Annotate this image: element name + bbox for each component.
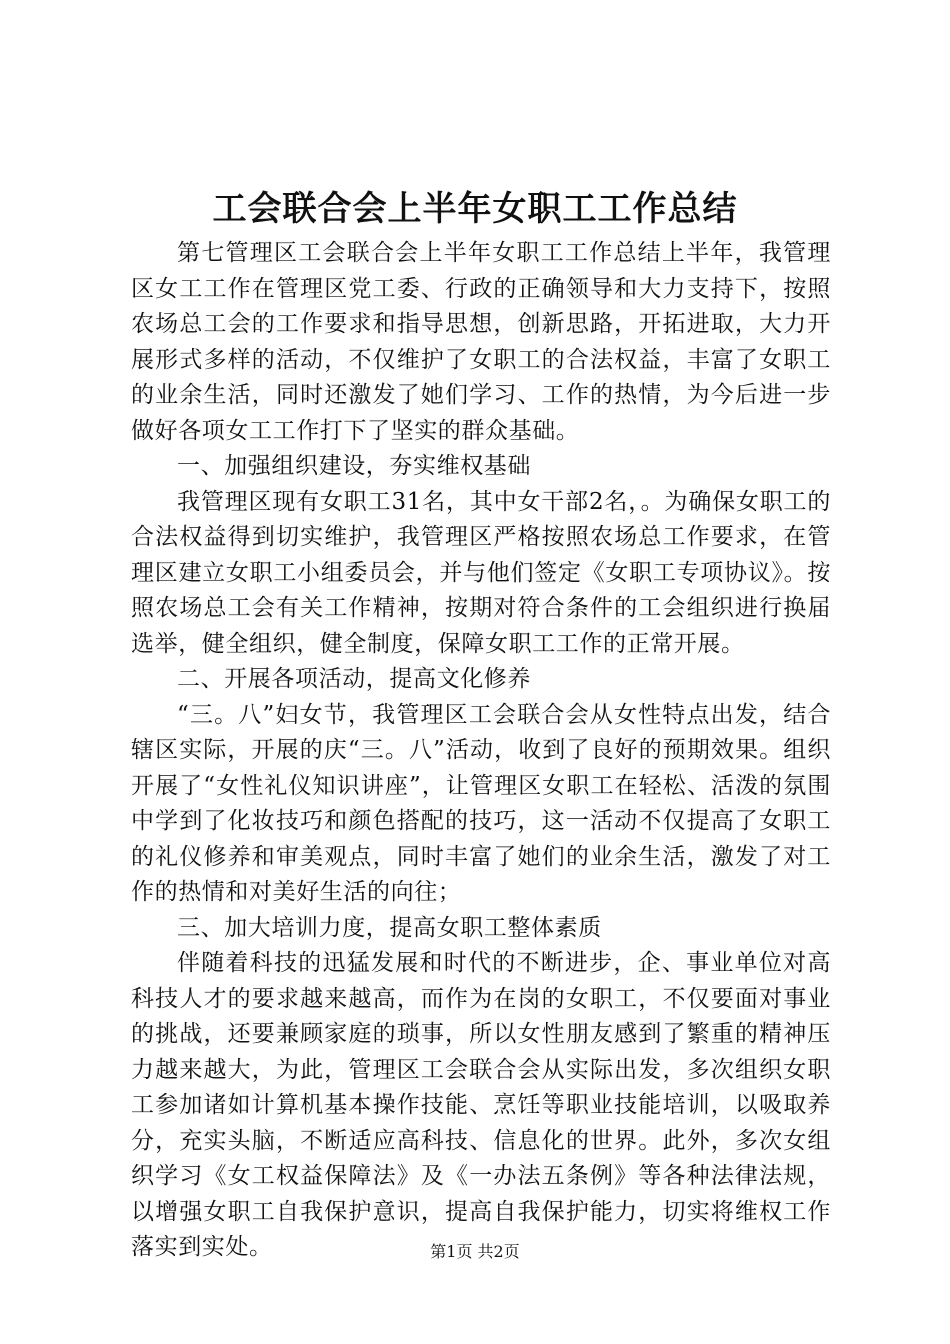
document-body <box>131 236 831 1266</box>
section-paragraph-2: “三。八”妇女节，我管理区工会联合会从女性特点出发，结合辖区实际，开展的庆“三。八”活动，收到了良好的预期效果。组织开展了“女性礼仪知识讲座”，让管理区女职工在轻松、活泼的氛围中学到了化妆技巧和颜色搭配的技巧，这一活动不仅提高了女职工的礼仪修养和审美观点，同时丰富了她们的业余生活，激发了对工作的热情和对美好生活的向往； <box>131 701 831 905</box>
page-footer: 第1页 共2页 <box>430 1242 520 1261</box>
section-paragraph-1: 我管理区现有女职工31名，其中女干部2名，。为确保女职工的合法权益得到切实维护，我管理区严格按照农场总工作要求，在管理区建立女职工小组委员会，并与他们签定《女职工专项协议》。按照农场总工会有关工作精神，按期对符合条件的工会组织进行换届选举，健全组织，健全制度，保障女职工工作的正常开展。 <box>131 488 831 657</box>
section-paragraph-3: 伴随着科技的迅猛发展和时代的不断进步，企、事业单位对高科技人才的要求越来越高，而作为在岗的女职工，不仅要面对事业的挑战，还要兼顾家庭的琐事，所以女性朋友感到了繁重的精神压力越来越大，为此，管理区工会联合会从实际出发，多次组织女职工参加诸如计算机基本操作技能、烹饪等职业技能培训，以吸取养分，充实头脑，不断适应高科技、信息化的世界。此外，多次女组织学习《女工权益保障法》及《一办法五条例》等各种法律法规，以增强女职工自我保护意识，提高自我保护能力，切实将维权工作落实到实处。 <box>131 950 831 1260</box>
section-heading-3: 三、加大培训力度，提高女职工整体素质 <box>177 914 602 941</box>
section-heading-2: 二、开展各项活动，提高文化修养 <box>177 666 531 692</box>
section-heading-1: 一、加强组织建设，夯实维权基础 <box>177 453 531 479</box>
document-title: 工会联合会上半年女职工工作总结 <box>212 189 738 229</box>
intro-paragraph: 第七管理区工会联合会上半年女职工工作总结上半年，我管理区女工工作在管理区党工委、行政的正确领导和大力支持下，按照农场总工会的工作要求和指导思想，创新思路，开拓进取，大力开展形式多样的活动，不仅维护了女职工的合法权益，丰富了女职工的业余生活，同时还激发了她们学习、工作的热情，为今后进一步做好各项女工工作打下了坚实的群众基础。 <box>131 240 831 444</box>
